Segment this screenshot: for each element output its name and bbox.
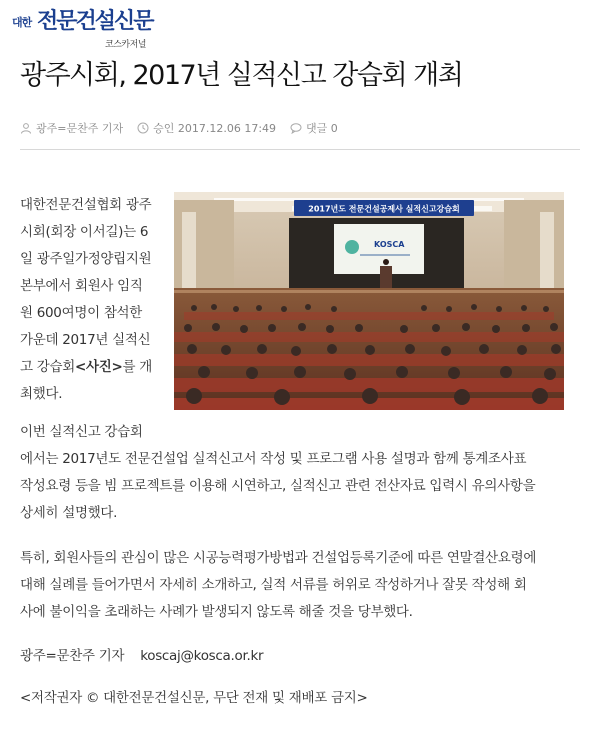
- text-line: [20, 354, 165, 381]
- article-signature: [20, 644, 263, 664]
- article-title: 광주시회, 2017년 실적신고 강습회 개최: [20, 60, 463, 91]
- article-meta: [20, 119, 338, 137]
- article-photo[interactable]: [174, 192, 564, 410]
- comment-icon: [290, 122, 302, 134]
- text-line: 최했다.: [20, 386, 63, 402]
- text-line: 상세히 설명했다.: [20, 505, 118, 521]
- text-line: 본부에서 회원사 임직: [20, 278, 143, 294]
- site-logo[interactable]: [12, 9, 182, 49]
- copyright-notice: <저작권자 © 대한전문건설신문, 무단 전재 및 재배포 금지>: [20, 690, 368, 706]
- text-line: 원 600여명이 참석한: [20, 305, 143, 321]
- paragraph-3: [20, 545, 580, 626]
- clock-icon: [137, 122, 149, 134]
- text-line: 대한전문건설협회 광주: [20, 197, 152, 213]
- text-fragment: 고 강습회: [20, 359, 75, 375]
- meta-author[interactable]: 광주=문찬주 기자: [36, 122, 124, 135]
- photo-reference: <사진>: [74, 359, 123, 375]
- logo-sub-text: 코스카저널: [105, 40, 146, 50]
- divider: [20, 149, 580, 150]
- user-icon: [20, 122, 32, 134]
- screen-logo-text: KOSCA: [374, 240, 405, 249]
- logo-small-text: 대한: [12, 16, 32, 29]
- meta-comments[interactable]: 댓글 0: [306, 122, 338, 135]
- text-fragment: 를 개: [122, 359, 152, 375]
- text-line: 이번 실적신고 강습회: [20, 424, 143, 440]
- logo-main-text: 전문건설신문: [37, 9, 153, 34]
- signature-name: 광주=문찬주 기자: [20, 648, 125, 664]
- signature-email[interactable]: koscaj@kosca.or.kr: [140, 648, 264, 664]
- banner-text: 2017년도 전문건설공제사 실적신고강습회: [308, 204, 460, 214]
- text-line: 일 광주일가정양립지원: [20, 251, 152, 267]
- paragraph-2: [20, 419, 580, 527]
- text-line: 에서는 2017년도 전문건설업 실적신고서 작성 및 프로그램 사용 설명과 함께 통계조사표: [20, 451, 527, 467]
- text-line: 특히, 회원사들의 관심이 많은 시공능력평가방법과 건설업등록기준에 따른 연말결산요령에: [20, 550, 537, 566]
- text-line: 작성요령 등을 빔 프로젝트를 이용해 시연하고, 실적신고 관련 전산자료 입력시 유의사항을: [20, 478, 536, 494]
- text-line: 대해 실례를 들어가면서 자세히 소개하고, 실적 서류를 허위로 작성하거나 잘못 작성해 회: [20, 577, 527, 593]
- text-line: 시회(회장 이서길)는 6: [20, 224, 149, 240]
- text-line: 사에 불이익을 초래하는 사례가 발생되지 않도록 해줄 것을 당부했다.: [20, 604, 413, 620]
- meta-approved-date: 승인 2017.12.06 17:49: [153, 122, 277, 135]
- text-line: 가운데 2017년 실적신: [20, 332, 151, 348]
- seminar-hall-illustration: [174, 192, 564, 410]
- paragraph-1: [20, 192, 165, 408]
